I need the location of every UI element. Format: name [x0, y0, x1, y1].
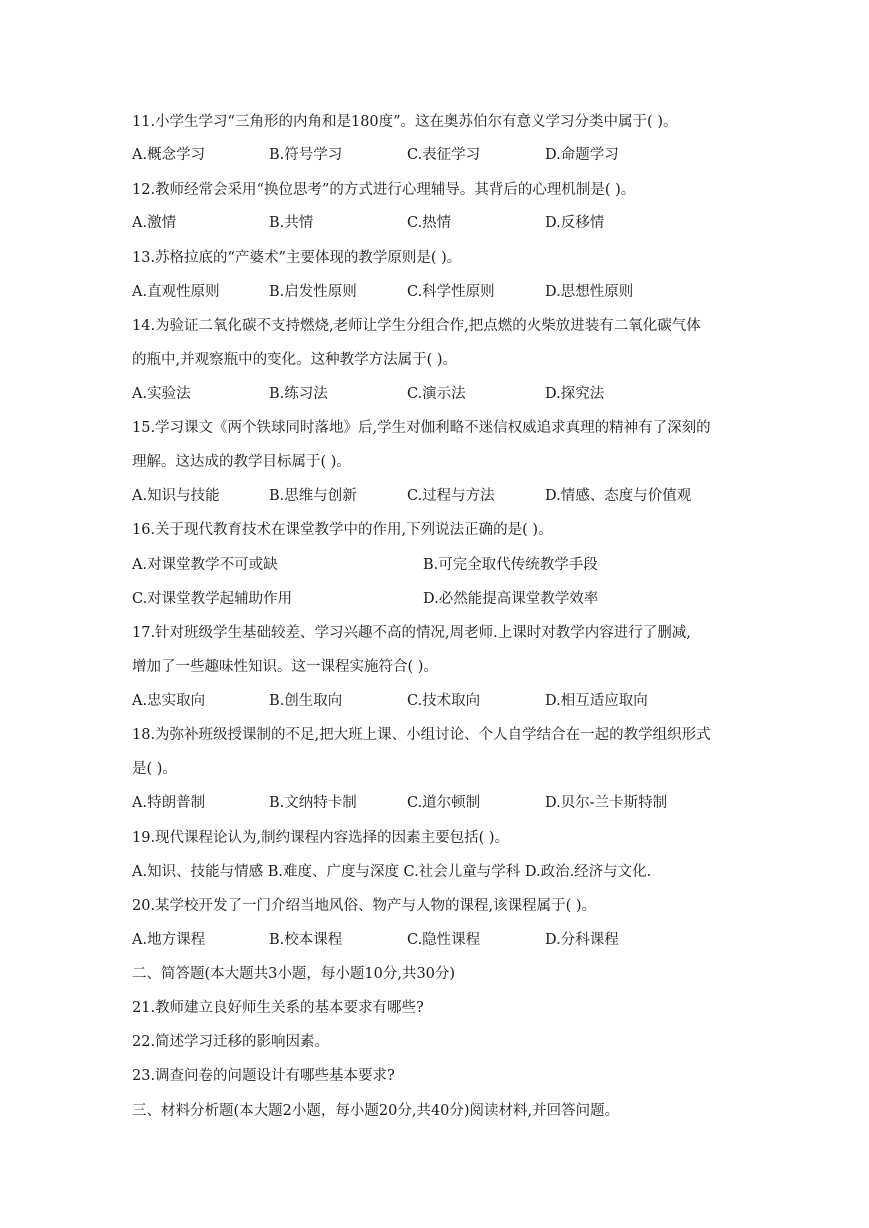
- q12-option-a: A.激情: [132, 215, 177, 231]
- question-13: 13.苏格拉底的“产婆术”主要体现的教学原则是( )。: [132, 250, 462, 266]
- q18-option-b: B.文纳特卡制: [269, 795, 357, 811]
- section-2-heading: 二、简答题(本大题共3小题，每小题10分,共30分): [132, 966, 456, 982]
- q20-option-b: B.校本课程: [269, 932, 343, 948]
- question-16: 16.关于现代教育技术在课堂教学中的作用,下列说法正确的是( )。: [132, 522, 553, 538]
- q13-option-c: C.科学性原则: [407, 284, 495, 300]
- question-17-line-1: 17.针对班级学生基础较差、学习兴趣不高的情况,周老师.上课时对教学内容进行了删减,: [132, 625, 691, 641]
- q17-option-c: C.技术取向: [407, 693, 481, 709]
- question-14-line-1: 14.为验证二氧化碳不支持燃烧,老师让学生分组合作,把点燃的火柴放进装有二氧化碳气体: [132, 318, 701, 334]
- question-17-line-2: 增加了一些趣味性知识。这一课程实施符合( )。: [132, 659, 438, 675]
- q18-option-c: C.道尔顿制: [407, 795, 481, 811]
- question-22: 22.简述学习迁移的影响因素。: [132, 1034, 330, 1050]
- question-12: 12.教师经常会采用“换位思考”的方式进行心理辅导。其背后的心理机制是( )。: [132, 182, 636, 198]
- question-21: 21.教师建立良好师生关系的基本要求有哪些?: [132, 1000, 424, 1016]
- question-11: 11.小学生学习“三角形的内角和是180度”。这在奥苏伯尔有意义学习分类中属于( )。: [132, 114, 678, 130]
- q18-option-d: D.贝尔-兰卡斯特制: [545, 795, 668, 811]
- q15-option-d: D.情感、态度与价值观: [545, 488, 692, 504]
- q16-option-c: C.对课堂教学起辅助作用: [132, 591, 293, 607]
- q13-option-a: A.直观性原则: [132, 284, 220, 300]
- question-15-line-2: 理解。这达成的教学目标属于( )。: [132, 454, 351, 470]
- q15-option-a: A.知识与技能: [132, 488, 220, 504]
- q19-options: A.知识、技能与情感 B.难度、广度与深度 C.社会儿童与学科 D.政治.经济与文化.: [132, 864, 652, 880]
- q15-option-c: C.过程与方法: [407, 488, 495, 504]
- q13-option-d: D.思想性原则: [545, 284, 634, 300]
- q17-option-a: A.忠实取向: [132, 693, 206, 709]
- q16-option-b: B.可完全取代传统教学手段: [423, 557, 598, 573]
- q12-option-b: B.共情: [269, 215, 314, 231]
- q15-option-b: B.思维与创新: [269, 488, 357, 504]
- q11-option-d: D.命题学习: [545, 147, 619, 163]
- q14-option-d: D.探究法: [545, 386, 605, 402]
- question-15-line-1: 15.学习课文《两个铁球同时落地》后,学生对伽利略不迷信权威追求真理的精神有了深刻的: [132, 420, 711, 436]
- q18-option-a: A.特朗普制: [132, 795, 206, 811]
- q12-option-d: D.反移情: [545, 215, 605, 231]
- q20-option-a: A.地方课程: [132, 932, 206, 948]
- question-14-line-2: 的瓶中,并观察瓶中的变化。这种教学方法属于( )。: [132, 352, 458, 368]
- q20-option-d: D.分科课程: [545, 932, 619, 948]
- q17-option-b: B.创生取向: [269, 693, 343, 709]
- section-3-heading: 三、材料分析题(本大题2小题，每小题20分,共40分)阅读材料,并回答问题。: [132, 1103, 620, 1119]
- q16-option-a: A.对课堂教学不可或缺: [132, 557, 278, 573]
- q14-option-c: C.演示法: [407, 386, 466, 402]
- q14-option-a: A.实验法: [132, 386, 191, 402]
- question-23: 23.调查问卷的问题设计有哪些基本要求?: [132, 1068, 395, 1084]
- q16-option-d: D.必然能提高课堂教学效率: [423, 591, 599, 607]
- question-19: 19.现代课程论认为,制约课程内容选择的因素主要包括( )。: [132, 830, 510, 846]
- q12-option-c: C.热情: [407, 215, 452, 231]
- question-18-line-2: 是( )。: [132, 761, 177, 777]
- question-18-line-1: 18.为弥补班级授课制的不足,把大班上课、小组讨论、个人自学结合在一起的教学组织形式: [132, 727, 711, 743]
- q13-option-b: B.启发性原则: [269, 284, 357, 300]
- q11-option-b: B.符号学习: [269, 147, 343, 163]
- q11-option-a: A.概念学习: [132, 147, 206, 163]
- q20-option-c: C.隐性课程: [407, 932, 481, 948]
- q14-option-b: B.练习法: [269, 386, 328, 402]
- q17-option-d: D.相互适应取向: [545, 693, 648, 709]
- q11-option-c: C.表征学习: [407, 147, 481, 163]
- question-20: 20.某学校开发了一门介绍当地风俗、物产与人物的课程,该课程属于( )。: [132, 898, 597, 914]
